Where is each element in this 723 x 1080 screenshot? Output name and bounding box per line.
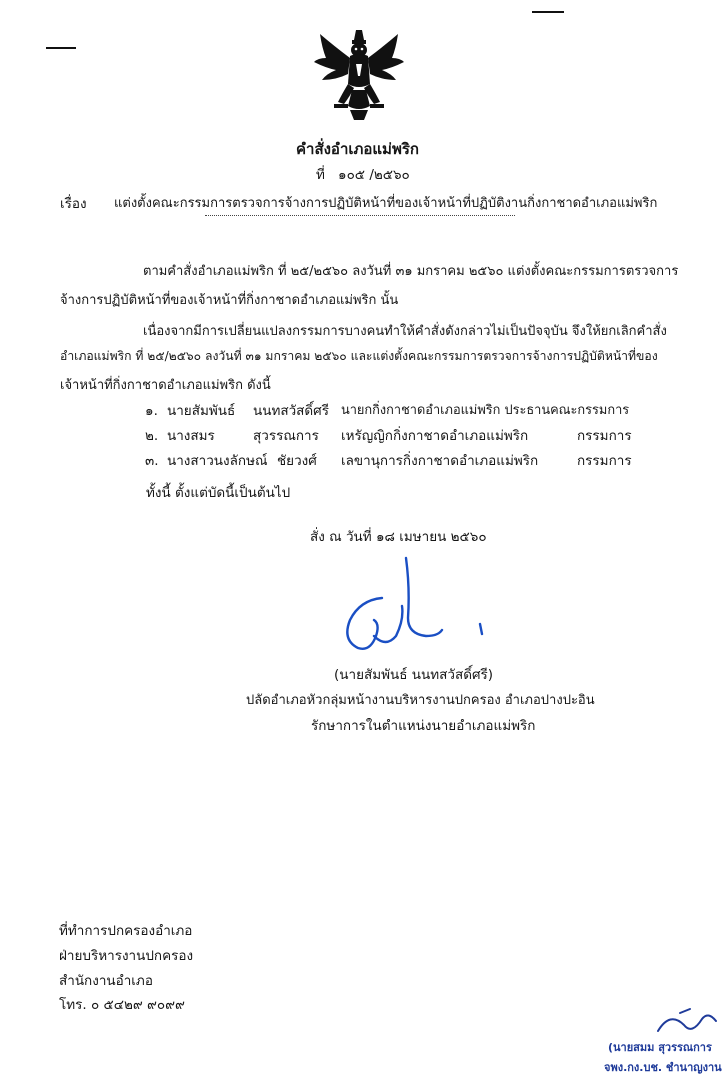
effective-statement: ทั้งนี้ ตั้งแต่บัดนี้เป็นต้นไป [146,485,291,501]
margin-mark-left [46,47,76,49]
member-surname: สุวรรณการ [253,428,319,444]
member-position: นายกกิ่งกาชาดอำเภอแม่พริก ประธานคณะกรรมการ [341,403,630,418]
stamp-line-2: จพง.กง.บช. ชำนาญงาน [604,1061,722,1074]
signatory-name: (นายสัมพันธ์ นนทสวัสดิ์ศรี) [334,667,494,683]
member-number: ๓. [145,453,159,469]
member-number: ๑. [145,403,158,419]
member-number: ๒. [145,428,159,444]
paragraph-2-line-3: เจ้าหน้าที่กิ่งกาชาดอำเภอแม่พริก ดังนี้ [60,378,271,393]
member-name: นายสัมพันธ์ [167,403,236,419]
member-surname: นนทสวัสดิ์ศรี [253,403,330,419]
member-row [145,399,665,419]
member-role: กรรมการ [577,428,632,444]
member-row [145,424,665,444]
footer-phone: โทร. ๐ ๕๔๒๙ ๙๐๙๙ [59,997,185,1013]
initials-signature-icon [650,1005,720,1041]
signatory-position-2: รักษาการในตำแหน่งนายอำเภอแม่พริก [311,718,536,734]
member-role: กรรมการ [577,453,632,469]
footer-division: ฝ่ายบริหารงานปกครอง [59,948,194,964]
subject-underline [205,215,515,216]
paragraph-1-line-2: จ้างการปฏิบัติหน้าที่ของเจ้าหน้าที่กิ่งกาชาดอำเภอแม่พริก นั้น [60,293,399,308]
member-row [145,449,665,469]
garuda-emblem-icon [312,28,406,122]
member-position: เลขานุการกิ่งกาชาดอำเภอแม่พริก [341,453,539,469]
member-surname: ชัยวงศ์ [277,453,317,469]
subject-text: แต่งตั้งคณะกรรมการตรวจการจ้างการปฏิบัติหน้าที่ของเจ้าหน้าที่ปฏิบัติงานกิ่งกาชาดอำเภอแม่พริก [114,196,658,211]
handwritten-signature-icon [330,548,500,668]
member-name: นางสมร [167,428,215,444]
subject-label: เรื่อง [60,196,87,212]
footer-district: สำนักงานอำเภอ [59,973,153,989]
document-title: คำสั่งอำเภอแม่พริก [296,140,419,158]
order-number: ๑๐๕ /๒๕๖๐ [338,167,410,183]
signatory-position-1: ปลัดอำเภอหัวกลุ่มหน้างานบริหารงานปกครอง อำเภอปางปะอิน [246,693,595,708]
margin-mark-right [532,11,564,13]
order-number-label: ที่ [316,167,325,183]
paragraph-2-line-1: เนื่องจากมีการเปลี่ยนแปลงกรรมการบางคนทำให้คำสั่งดังกล่าวไม่เป็นปัจจุบัน จึงให้ยกเลิกคำสั่ง [143,324,667,339]
paragraph-1-line-1: ตามคำสั่งอำเภอแม่พริก ที่ ๒๕/๒๕๖๐ ลงวันที่ ๓๑ มกราคม ๒๕๖๐ แต่งตั้งคณะกรรมการตรวจการ [143,264,679,279]
stamp-line-1: (นายสมม สุวรรณการ [608,1041,712,1054]
order-date: สั่ง ณ วันที่ ๑๘ เมษายน ๒๕๖๐ [310,529,487,545]
footer-office: ที่ทำการปกครองอำเภอ [59,923,193,939]
paragraph-2-line-2: อำเภอแม่พริก ที่ ๒๕/๒๕๖๐ ลงวันที่ ๓๑ มกราคม ๒๕๖๐ และแต่งตั้งคณะกรรมการตรวจการจ้างการปฏิบัติหน้าที่ของ [60,349,658,363]
member-position: เหรัญญิกกิ่งกาชาดอำเภอแม่พริก [341,428,529,444]
member-name: นางสาวนงลักษณ์ [167,453,268,469]
